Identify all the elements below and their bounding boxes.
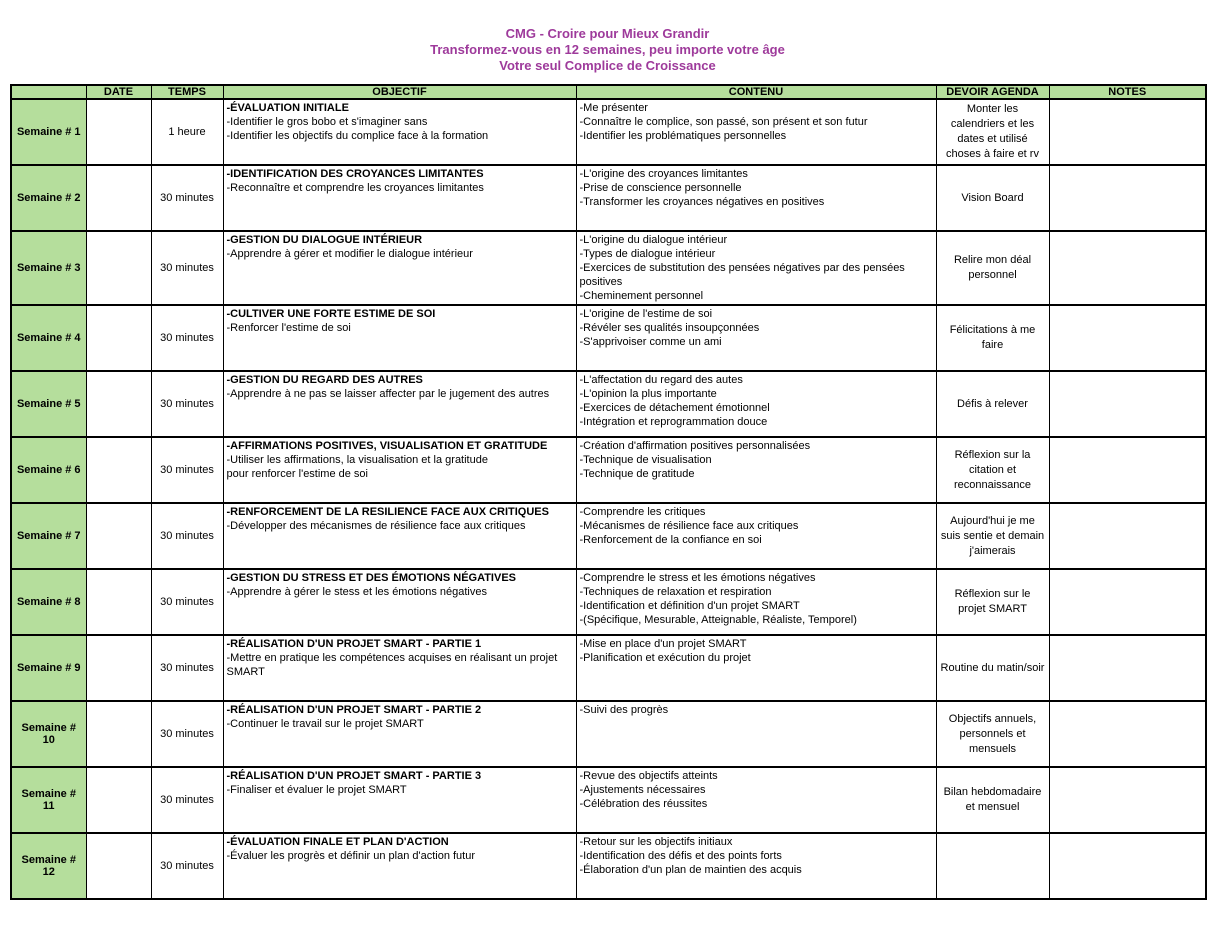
objectif-cell bbox=[223, 165, 576, 231]
text-line: -RÉALISATION D'UN PROJET SMART - PARTIE 3 bbox=[226, 770, 482, 782]
contenu-cell bbox=[576, 371, 936, 437]
notes-cell bbox=[1049, 503, 1206, 569]
text-line: -Retour sur les objectifs initiaux bbox=[579, 836, 733, 848]
title-line-2: Transformez-vous en 12 semaines, peu importe votre âge bbox=[430, 42, 785, 57]
devoir-cell: Bilan hebdomadaire et mensuel bbox=[936, 767, 1049, 833]
devoir-cell: Aujourd'hui je me suis sentie et demain j'aimerais bbox=[936, 503, 1049, 569]
text-line: -Identifier les problématiques personnelles bbox=[579, 130, 787, 142]
text-line: -Connaître le complice, son passé, son présent et son futur bbox=[579, 116, 868, 128]
contenu-cell bbox=[576, 231, 936, 305]
date-cell bbox=[86, 767, 151, 833]
devoir-cell: Vision Board bbox=[936, 165, 1049, 231]
text-line: -S'apprivoiser comme un ami bbox=[579, 336, 722, 348]
date-cell bbox=[86, 437, 151, 503]
text-line: -Exercices de détachement émotionnel bbox=[579, 402, 770, 414]
text-line: -Mise en place d'un projet SMART bbox=[579, 638, 747, 650]
text-line: -Prise de conscience personnelle bbox=[579, 182, 742, 194]
devoir-cell: Félicitations à me faire bbox=[936, 305, 1049, 371]
contenu-cell bbox=[576, 635, 936, 701]
objectif-cell bbox=[223, 305, 576, 371]
header-temps: TEMPS bbox=[151, 85, 223, 99]
devoir-cell: Monter les calendriers et les dates et utilisé choses à faire et rv bbox=[936, 99, 1049, 165]
contenu-cell bbox=[576, 99, 936, 165]
table-row bbox=[11, 569, 1206, 635]
header-objectif: OBJECTIF bbox=[223, 85, 576, 99]
text-line: -ÉVALUATION INITIALE bbox=[226, 102, 349, 114]
temps-cell: 30 minutes bbox=[151, 767, 223, 833]
text-line: -L'origine des croyances limitantes bbox=[579, 168, 748, 180]
objectif-cell bbox=[223, 701, 576, 767]
text-line: -Intégration et reprogrammation douce bbox=[579, 416, 768, 428]
date-cell bbox=[86, 371, 151, 437]
text-line: -Apprendre à gérer et modifier le dialogue intérieur bbox=[226, 248, 473, 260]
table-row bbox=[11, 833, 1206, 899]
text-line: -Types de dialogue intérieur bbox=[579, 248, 716, 260]
week-cell: Semaine # 9 bbox=[11, 635, 86, 701]
text-line: -Identifier le gros bobo et s'imaginer sans bbox=[226, 116, 428, 128]
table-row bbox=[11, 767, 1206, 833]
text-line: -RÉALISATION D'UN PROJET SMART - PARTIE 1 bbox=[226, 638, 482, 650]
table-row bbox=[11, 503, 1206, 569]
text-line: -Identification des défis et des points forts bbox=[579, 850, 782, 862]
text-line: -Me présenter bbox=[579, 102, 648, 114]
text-line: -Renforcer l'estime de soi bbox=[226, 322, 351, 334]
week-cell: Semaine # 11 bbox=[11, 767, 86, 833]
text-line: -Exercices de substitution des pensées négatives par des pensées positives bbox=[579, 262, 905, 288]
contenu-cell bbox=[576, 503, 936, 569]
program-table bbox=[10, 84, 1207, 900]
text-line: -Création d'affirmation positives personnalisées bbox=[579, 440, 811, 452]
header-week bbox=[11, 85, 86, 99]
date-cell bbox=[86, 165, 151, 231]
text-line: -Renforcement de la confiance en soi bbox=[579, 534, 762, 546]
temps-cell: 30 minutes bbox=[151, 165, 223, 231]
notes-cell bbox=[1049, 833, 1206, 899]
table-row bbox=[11, 231, 1206, 305]
text-line: -ÉVALUATION FINALE ET PLAN D'ACTION bbox=[226, 836, 449, 848]
date-cell bbox=[86, 231, 151, 305]
text-line: -Développer des mécanismes de résilience face aux critiques bbox=[226, 520, 526, 532]
text-line: -Planification et exécution du projet bbox=[579, 652, 751, 664]
text-line: -AFFIRMATIONS POSITIVES, VISUALISATION ET GRATITUDE bbox=[226, 440, 548, 452]
devoir-cell bbox=[936, 833, 1049, 899]
text-line: -Technique de visualisation bbox=[579, 454, 712, 466]
temps-cell: 1 heure bbox=[151, 99, 223, 165]
temps-cell: 30 minutes bbox=[151, 503, 223, 569]
week-cell: Semaine # 8 bbox=[11, 569, 86, 635]
devoir-cell: Relire mon déal personnel bbox=[936, 231, 1049, 305]
text-line: pour renforcer l'estime de soi bbox=[226, 468, 368, 480]
text-line: -Utiliser les affirmations, la visualisation et la gratitude bbox=[226, 454, 488, 466]
date-cell bbox=[86, 569, 151, 635]
devoir-cell: Réflexion sur la citation et reconnaissance bbox=[936, 437, 1049, 503]
text-line: -Célébration des réussites bbox=[579, 798, 708, 810]
text-line: -Suivi des progrès bbox=[579, 704, 669, 716]
table-row bbox=[11, 99, 1206, 165]
text-line: -Apprendre à gérer le stess et les émotions négatives bbox=[226, 586, 487, 598]
title-line-3: Votre seul Complice de Croissance bbox=[499, 58, 716, 73]
text-line: -Technique de gratitude bbox=[579, 468, 695, 480]
header-date: DATE bbox=[86, 85, 151, 99]
week-cell: Semaine # 3 bbox=[11, 231, 86, 305]
devoir-cell: Routine du matin/soir bbox=[936, 635, 1049, 701]
text-line: -CULTIVER UNE FORTE ESTIME DE SOI bbox=[226, 308, 436, 320]
title-line-1: CMG - Croire pour Mieux Grandir bbox=[505, 26, 710, 41]
temps-cell: 30 minutes bbox=[151, 701, 223, 767]
week-cell: Semaine # 5 bbox=[11, 371, 86, 437]
notes-cell bbox=[1049, 165, 1206, 231]
text-line: -IDENTIFICATION DES CROYANCES LIMITANTES bbox=[226, 168, 484, 180]
contenu-cell bbox=[576, 833, 936, 899]
date-cell bbox=[86, 701, 151, 767]
objectif-cell bbox=[223, 437, 576, 503]
document-title bbox=[0, 0, 1215, 84]
contenu-cell bbox=[576, 165, 936, 231]
week-cell: Semaine # 6 bbox=[11, 437, 86, 503]
text-line: -Apprendre à ne pas se laisser affecter par le jugement des autres bbox=[226, 388, 550, 400]
date-cell bbox=[86, 503, 151, 569]
contenu-cell bbox=[576, 767, 936, 833]
notes-cell bbox=[1049, 371, 1206, 437]
text-line: -Élaboration d'un plan de maintien des acquis bbox=[579, 864, 802, 876]
text-line: -Ajustements nécessaires bbox=[579, 784, 706, 796]
objectif-cell bbox=[223, 569, 576, 635]
temps-cell: 30 minutes bbox=[151, 231, 223, 305]
text-line: -Finaliser et évaluer le projet SMART bbox=[226, 784, 407, 796]
table-row bbox=[11, 437, 1206, 503]
contenu-cell bbox=[576, 569, 936, 635]
notes-cell bbox=[1049, 635, 1206, 701]
contenu-cell bbox=[576, 305, 936, 371]
contenu-cell bbox=[576, 437, 936, 503]
text-line: -RÉALISATION D'UN PROJET SMART - PARTIE 2 bbox=[226, 704, 482, 716]
text-line: -GESTION DU DIALOGUE INTÉRIEUR bbox=[226, 234, 423, 246]
week-cell: Semaine # 4 bbox=[11, 305, 86, 371]
objectif-cell bbox=[223, 767, 576, 833]
header-contenu: CONTENU bbox=[576, 85, 936, 99]
notes-cell bbox=[1049, 701, 1206, 767]
notes-cell bbox=[1049, 437, 1206, 503]
text-line: -Transformer les croyances négatives en positives bbox=[579, 196, 825, 208]
table-row bbox=[11, 371, 1206, 437]
text-line: -Revue des objectifs atteints bbox=[579, 770, 718, 782]
notes-cell bbox=[1049, 305, 1206, 371]
text-line: -Comprendre les critiques bbox=[579, 506, 706, 518]
text-line: -Techniques de relaxation et respiration bbox=[579, 586, 772, 598]
devoir-cell: Défis à relever bbox=[936, 371, 1049, 437]
notes-cell bbox=[1049, 99, 1206, 165]
header-row bbox=[11, 85, 1206, 99]
week-cell: Semaine # 7 bbox=[11, 503, 86, 569]
text-line: -L'origine du dialogue intérieur bbox=[579, 234, 728, 246]
table-row bbox=[11, 701, 1206, 767]
notes-cell bbox=[1049, 767, 1206, 833]
text-line: -L'affectation du regard des autes bbox=[579, 374, 743, 386]
temps-cell: 30 minutes bbox=[151, 371, 223, 437]
week-cell: Semaine # 2 bbox=[11, 165, 86, 231]
header-devoir-agenda: DEVOIR AGENDA bbox=[936, 85, 1049, 99]
text-line: -Évaluer les progrès et définir un plan d'action futur bbox=[226, 850, 476, 862]
table-row bbox=[11, 305, 1206, 371]
text-line: -(Spécifique, Mesurable, Atteignable, Réaliste, Temporel) bbox=[579, 614, 857, 626]
objectif-cell bbox=[223, 635, 576, 701]
text-line: -L'origine de l'estime de soi bbox=[579, 308, 713, 320]
text-line: -Continuer le travail sur le projet SMART bbox=[226, 718, 424, 730]
objectif-cell bbox=[223, 503, 576, 569]
header-notes: NOTES bbox=[1049, 85, 1206, 99]
objectif-cell bbox=[223, 371, 576, 437]
temps-cell: 30 minutes bbox=[151, 569, 223, 635]
objectif-cell bbox=[223, 231, 576, 305]
temps-cell: 30 minutes bbox=[151, 833, 223, 899]
text-line: -Identification et définition d'un projet SMART bbox=[579, 600, 800, 612]
table-row bbox=[11, 635, 1206, 701]
text-line: -Mettre en pratique les compétences acquises en réalisant un projet SMART bbox=[226, 652, 558, 678]
text-line: -Comprendre le stress et les émotions négatives bbox=[579, 572, 816, 584]
date-cell bbox=[86, 833, 151, 899]
text-line: -Identifier les objectifs du complice face à la formation bbox=[226, 130, 489, 142]
text-line: -Cheminement personnel bbox=[579, 290, 704, 302]
objectif-cell bbox=[223, 99, 576, 165]
notes-cell bbox=[1049, 569, 1206, 635]
week-cell: Semaine # 10 bbox=[11, 701, 86, 767]
week-cell: Semaine # 1 bbox=[11, 99, 86, 165]
text-line: -Mécanismes de résilience face aux critiques bbox=[579, 520, 799, 532]
contenu-cell bbox=[576, 701, 936, 767]
week-cell: Semaine # 12 bbox=[11, 833, 86, 899]
text-line: -Reconnaître et comprendre les croyances limitantes bbox=[226, 182, 484, 194]
table-body bbox=[11, 99, 1206, 899]
date-cell bbox=[86, 305, 151, 371]
date-cell bbox=[86, 635, 151, 701]
date-cell bbox=[86, 99, 151, 165]
text-line: -L'opinion la plus importante bbox=[579, 388, 717, 400]
temps-cell: 30 minutes bbox=[151, 635, 223, 701]
devoir-cell: Réflexion sur le projet SMART bbox=[936, 569, 1049, 635]
devoir-cell: Objectifs annuels, personnels et mensuels bbox=[936, 701, 1049, 767]
text-line: -GESTION DU STRESS ET DES ÉMOTIONS NÉGATIVES bbox=[226, 572, 516, 584]
temps-cell: 30 minutes bbox=[151, 437, 223, 503]
temps-cell: 30 minutes bbox=[151, 305, 223, 371]
text-line: -RENFORCEMENT DE LA RESILIENCE FACE AUX CRITIQUES bbox=[226, 506, 549, 518]
notes-cell bbox=[1049, 231, 1206, 305]
text-line: -GESTION DU REGARD DES AUTRES bbox=[226, 374, 423, 386]
text-line: -Révéler ses qualités insoupçonnées bbox=[579, 322, 760, 334]
objectif-cell bbox=[223, 833, 576, 899]
table-row bbox=[11, 165, 1206, 231]
